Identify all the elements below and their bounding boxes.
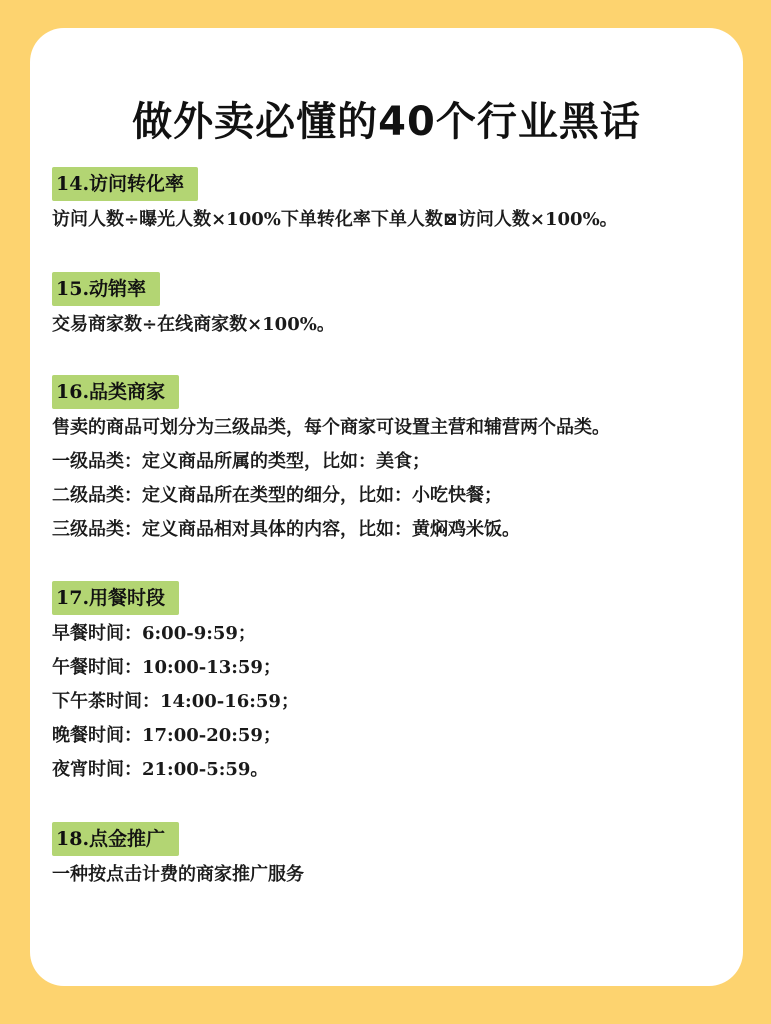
- section-heading-highlight: [52, 822, 179, 856]
- section-heading-highlight: [52, 375, 179, 409]
- section-heading: 17.用餐时段: [56, 587, 166, 609]
- section-text-line: 下午茶时间：14:00-16:59；: [52, 691, 299, 712]
- content-card: [30, 28, 743, 986]
- section-heading: 18.点金推广: [56, 828, 166, 850]
- section-sell-through-rate: [52, 272, 729, 342]
- section-gold-promotion: [52, 822, 729, 892]
- section-heading: 14.访问转化率: [56, 173, 185, 195]
- section-visit-conversion-rate: [52, 167, 729, 237]
- section-heading: 15.动销率: [56, 278, 147, 300]
- section-meal-periods: [52, 581, 729, 787]
- section-heading-highlight: [52, 272, 160, 306]
- section-text-line: 交易商家数÷在线商家数×100%。: [52, 314, 335, 335]
- section-text-line: 夜宵时间：21:00-5:59。: [52, 759, 269, 780]
- section-text-line: 二级品类：定义商品所在类型的细分，比如：小吃快餐；: [52, 485, 502, 506]
- section-text-line: 访问人数÷曝光人数×100%下单转化率下单人数⊠访问人数×100%。: [52, 209, 618, 230]
- section-text-line: 一级品类：定义商品所属的类型，比如：美食；: [52, 451, 430, 472]
- section-text-line: 一种按点击计费的商家推广服务: [52, 864, 304, 885]
- page-title: 做外卖必懂的40个行业黑话: [132, 99, 641, 145]
- section-text-line: 午餐时间：10:00-13:59；: [52, 657, 281, 678]
- section-text-line: 三级品类：定义商品相对具体的内容，比如：黄焖鸡米饭。: [52, 519, 520, 540]
- section-text-line: 晚餐时间：17:00-20:59；: [52, 725, 281, 746]
- section-heading-highlight: [52, 167, 198, 201]
- section-text-line: 早餐时间：6:00-9:59；: [52, 623, 256, 644]
- section-text-line: 售卖的商品可划分为三级品类，每个商家可设置主营和辅营两个品类。: [52, 417, 610, 438]
- section-heading: 16.品类商家: [56, 381, 166, 403]
- section-heading-highlight: [52, 581, 179, 615]
- section-category-merchant: [52, 375, 729, 547]
